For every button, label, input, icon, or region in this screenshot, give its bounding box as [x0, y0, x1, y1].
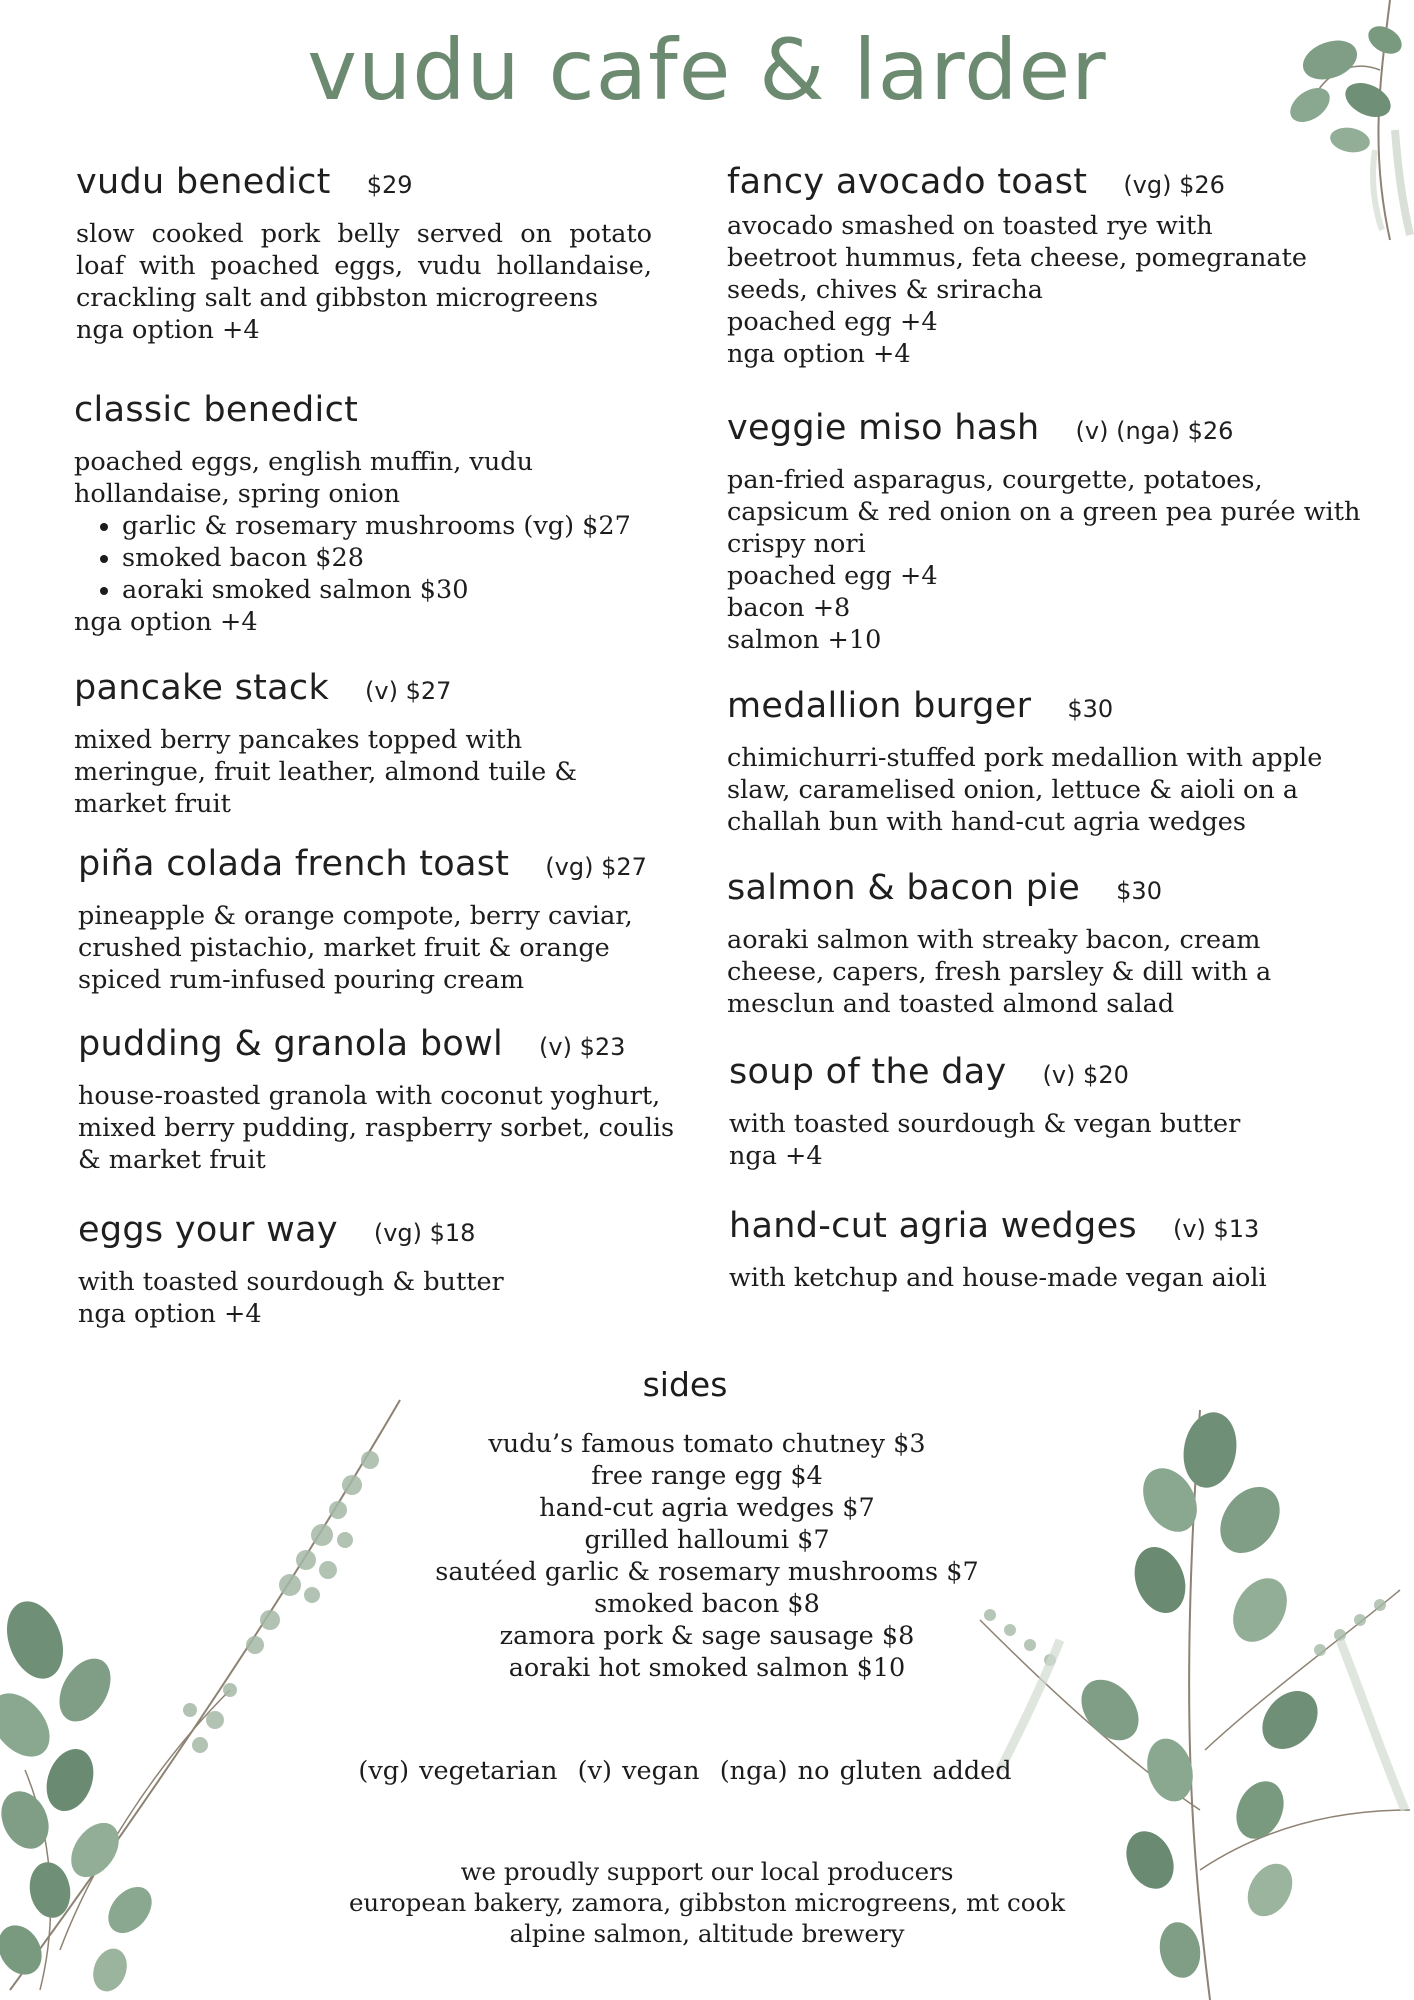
item-price: $30	[1116, 877, 1162, 905]
list-item: • smoked bacon $28	[122, 542, 654, 574]
menu-item-pancake-stack	[74, 668, 654, 820]
menu-item-fancy-avocado-toast	[727, 162, 1367, 370]
footer-line: european bakery, zamora, gibbston microgreens, mt cook	[348, 1888, 1066, 1917]
item-extra: poached egg +4	[727, 561, 938, 591]
footer-line: we proudly support our local producers	[460, 1857, 954, 1886]
item-price: (vg) $26	[1123, 171, 1225, 199]
item-price: $30	[1067, 695, 1114, 723]
menu-item-veggie-miso-hash	[727, 408, 1367, 656]
item-option: nga option +4	[74, 607, 258, 637]
item-option: nga +4	[729, 1141, 823, 1171]
item-price: (vg) $18	[373, 1219, 476, 1247]
list-item: aoraki hot smoked salmon $10	[508, 1653, 906, 1683]
item-description: slow cooked pork belly served on potato loaf with poached eggs, vudu hollandaise, crackling salt and gibbston microgreens	[76, 219, 652, 313]
producers-footer	[0, 1856, 1414, 1949]
list-item: free range egg $4	[591, 1461, 823, 1491]
item-extra: poached egg +4	[727, 307, 938, 337]
item-name: veggie miso hash	[727, 408, 1040, 448]
item-price: (v) $20	[1042, 1061, 1129, 1089]
item-name: soup of the day	[729, 1052, 1007, 1092]
sides-heading: sides	[642, 1365, 728, 1404]
item-name: medallion burger	[727, 686, 1032, 726]
list-item: • aoraki smoked salmon $30	[122, 574, 654, 606]
item-name: eggs your way	[78, 1210, 338, 1250]
menu-item-classic-benedict	[74, 390, 654, 638]
menu-item-hand-cut-agria-wedges	[729, 1206, 1369, 1294]
menu-item-vudu-benedict	[76, 162, 652, 346]
menu-item-medallion-burger	[727, 686, 1367, 838]
item-price: (v) $23	[539, 1033, 626, 1061]
item-option: nga option +4	[78, 1299, 262, 1329]
list-item: • garlic & rosemary mushrooms (vg) $27	[122, 510, 654, 542]
item-description: pineapple & orange compote, berry caviar, crushed pistachio, market fruit & orange spiced rum-infused pouring cream	[78, 901, 633, 995]
menu-item-soup-of-the-day	[729, 1052, 1369, 1172]
item-name: piña colada french toast	[78, 844, 510, 884]
dietary-legend: (vg) vegetarian (v) vegan (nga) no gluten added	[358, 1756, 1012, 1786]
item-option: nga option +4	[76, 315, 260, 345]
item-description: house-roasted granola with coconut yoghurt, mixed berry pudding, raspberry sorbet, coulis & market fruit	[78, 1081, 675, 1175]
item-description: with ketchup and house-made vegan aioli	[729, 1263, 1267, 1293]
footer-line: alpine salmon, altitude brewery	[509, 1919, 905, 1948]
item-description: pan-fried asparagus, courgette, potatoes, capsicum & red onion on a green pea purée with crispy nori	[727, 465, 1361, 559]
item-description: avocado smashed on toasted rye with beetroot hummus, feta cheese, pomegranate seeds, chives & sriracha	[727, 211, 1307, 305]
item-description: aoraki salmon with streaky bacon, cream cheese, capers, fresh parsley & dill with a mesclun and toasted almond salad	[727, 925, 1272, 1019]
item-extra: bacon +8	[727, 593, 851, 623]
item-name: pudding & granola bowl	[78, 1024, 504, 1064]
menu-item-pina-colada-french-toast	[78, 844, 678, 996]
item-name: classic benedict	[74, 390, 359, 430]
item-description: chimichurri-stuffed pork medallion with apple slaw, caramelised onion, lettuce & aioli on a challah bun with hand-cut agria wedges	[727, 743, 1323, 837]
item-extra: nga option +4	[727, 339, 911, 369]
item-name: hand-cut agria wedges	[729, 1206, 1137, 1246]
item-name: pancake stack	[74, 668, 330, 708]
item-name: salmon & bacon pie	[727, 868, 1081, 908]
item-extra: salmon +10	[727, 625, 882, 655]
list-item: zamora pork & sage sausage $8	[499, 1621, 915, 1651]
item-name: vudu benedict	[76, 162, 331, 202]
list-item: vudu’s famous tomato chutney $3	[488, 1429, 926, 1459]
item-description: poached eggs, english muffin, vudu hollandaise, spring onion	[74, 447, 533, 509]
menu-item-salmon-bacon-pie	[727, 868, 1367, 1020]
item-price: (vg) $27	[545, 853, 647, 881]
item-description: mixed berry pancakes topped with meringue, fruit leather, almond tuile & market fruit	[74, 725, 578, 819]
list-item: sautéed garlic & rosemary mushrooms $7	[435, 1557, 979, 1587]
item-price: (v) $27	[365, 677, 452, 705]
item-name: fancy avocado toast	[727, 162, 1088, 202]
item-price: (v) (nga) $26	[1075, 417, 1234, 445]
item-choices	[74, 510, 654, 606]
item-price: (v) $13	[1172, 1215, 1260, 1243]
list-item: grilled halloumi $7	[584, 1525, 830, 1555]
list-item: smoked bacon $8	[594, 1589, 820, 1619]
item-description: with toasted sourdough & butter	[78, 1267, 504, 1297]
sides-list	[0, 1428, 1414, 1684]
list-item: hand-cut agria wedges $7	[539, 1493, 875, 1523]
item-price: $29	[366, 171, 413, 199]
menu-item-pudding-granola-bowl	[78, 1024, 678, 1176]
item-description: with toasted sourdough & vegan butter	[729, 1109, 1241, 1139]
page-title: vudu cafe & larder	[307, 21, 1107, 119]
menu-item-eggs-your-way	[78, 1210, 658, 1330]
